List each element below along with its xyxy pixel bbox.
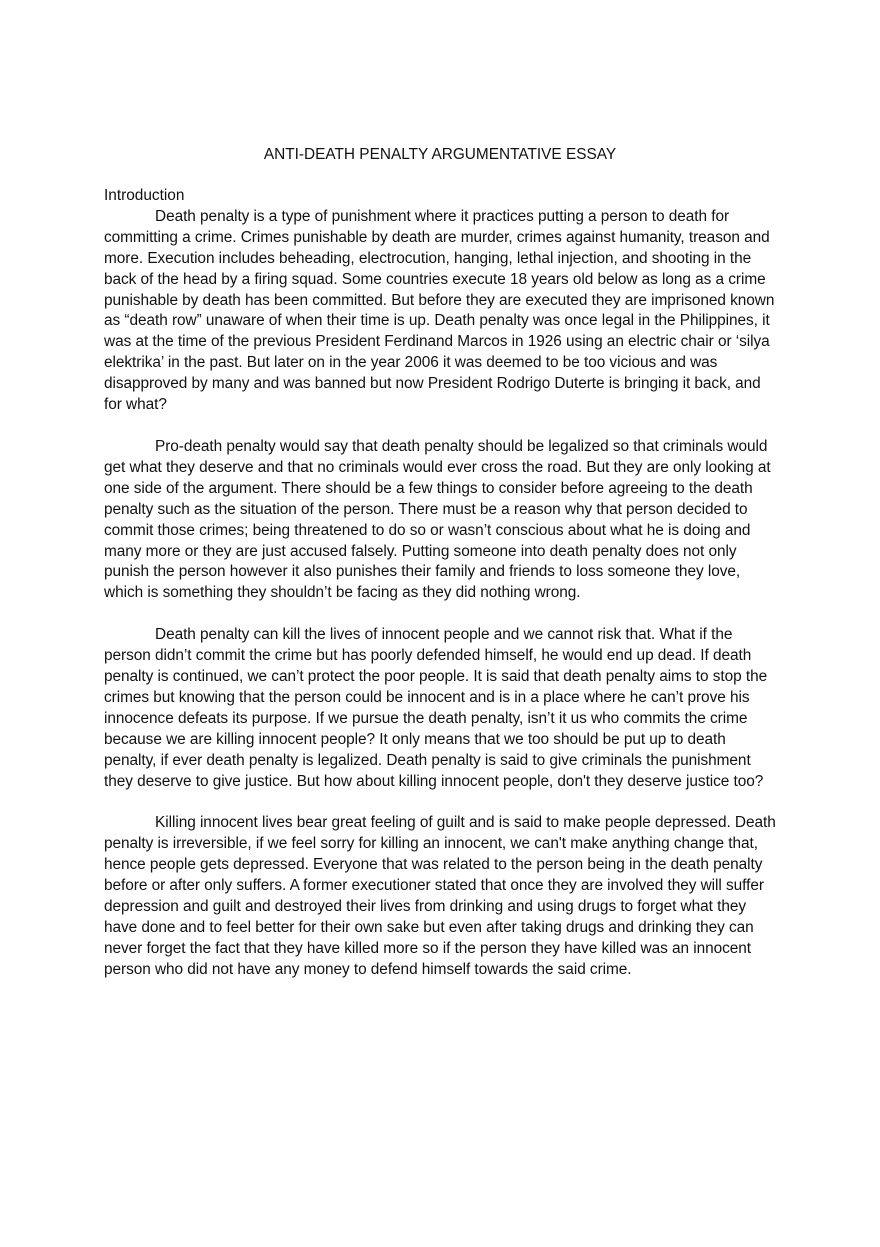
- section-heading: Introduction: [104, 187, 185, 204]
- paragraph-introduction: Death penalty is a type of punishment where it practices putting a person to death for committing a crime. Crimes punishable by death are murder, crimes against humanity, treason and more. Execution includes beheading, electrocution, hanging, lethal injection, and shooting in the back of the head by a firing squad. Some countries execute 18 years old below as long as a crime punishable by death has been committed. But before they are executed they are imprisoned known as “death row” unaware of when their time is up. Death penalty was once legal in the Philippines, it was at the time of the previous President Ferdinand Marcos in 1926 using an electric chair or ‘silya elektrika’ in the past. But later on in the year 2006 it was deemed to be too vicious and was disapproved by many and was banned but now President Rodrigo Duterte is bringing it back, and for what?: [104, 207, 775, 414]
- essay-body: [104, 186, 776, 1002]
- paragraph-guilt-depression: Killing innocent lives bear great feeling of guilt and is said to make people depressed. Death penalty is irreversible, if we feel sorry for killing an innocent, we can't make anything change that, hence people gets depressed. Everyone that was related to the person being in the death penalty before or after only suffers. A former executioner stated that once they are involved they will suffer depression and guilt and destroyed their lives from drinking and using drugs to forget what they have done and to feel better for their own sake but even after taking drugs and drinking they can never forget the fact that they have killed more so if the person they have killed was an innocent person who did not have any money to defend himself towards the said crime.: [104, 814, 776, 978]
- document-title: ANTI-DEATH PENALTY ARGUMENTATIVE ESSAY: [263, 146, 617, 163]
- paragraph-innocent-lives: Death penalty can kill the lives of innocent people and we cannot risk that. What if the person didn’t commit the crime but has poorly defended himself, he would end up dead. If death penalty is continued, we can’t protect the poor people. It is said that death penalty aims to stop the crimes but knowing that the person could be innocent and is in a place where he can’t prove his innocence defeats its purpose. If we pursue the death penalty, isn’t it us who commits the crime because we are killing innocent people? It only means that we too should be put up to death penalty, if ever death penalty is legalized. Death penalty is said to give criminals the punishment they deserve to give justice. But how about killing innocent people, don't they deserve justice too?: [104, 626, 768, 790]
- paragraph-pro-death-penalty: Pro-death penalty would say that death penalty should be legalized so that criminals would get what they deserve and that no criminals would ever cross the road. But they are only looking at one side of the argument. There should be a few things to consider before agreeing to the death penalty such as the situation of the person. There must be a reason why that person decided to commit those crimes; being threatened to do so or wasn’t conscious about what he is doing and many more or they are just accused falsely. Putting someone into death penalty does not only punish the person however it also punishes their family and friends to loss someone they love, which is something they shouldn’t be facing as they did nothing wrong.: [104, 437, 771, 602]
